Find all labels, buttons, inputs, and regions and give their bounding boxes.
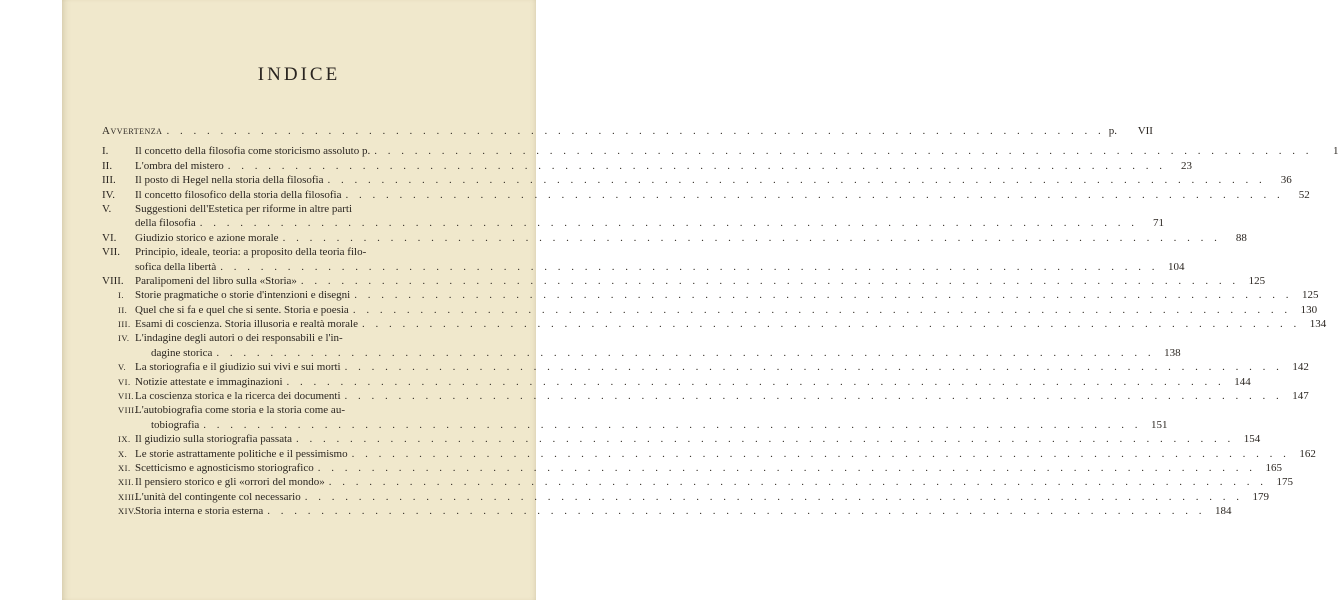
toc-entry-number: VI. [102, 231, 117, 244]
dot-leader [327, 173, 1265, 187]
dot-leader [352, 447, 1290, 461]
toc-page-number: 184 [1215, 505, 1232, 518]
dot-leader [228, 159, 1166, 173]
toc-entry-number: I. [118, 290, 124, 301]
dot-leader [296, 432, 1234, 446]
toc-entry-title: Quel che si fa e quel che si sente. Storia e poesia [135, 303, 349, 316]
toc-entry-title: La storiografia e il giudizio sui vivi e sui morti [135, 361, 341, 374]
book-page [62, 0, 1338, 600]
dot-leader [305, 490, 1243, 504]
dot-leader [354, 288, 1292, 302]
toc-entry-title: dagine storica [151, 346, 213, 359]
toc-page-number: 165 [1265, 461, 1282, 474]
toc-entry-row [102, 188, 1310, 202]
toc-page-number: 134 [1309, 318, 1327, 331]
toc-entry-number: XIII. [118, 491, 138, 502]
toc-entry-title: Paralipomeni del libro sulla «Storia» [135, 274, 297, 287]
dot-leader [301, 274, 1239, 288]
toc-entry-title: Il posto di Hegel nella storia della filosofia [135, 174, 324, 187]
toc-entry-row [102, 173, 1292, 187]
page-title: INDICE [257, 64, 341, 85]
toc-entry-number: VII. [102, 246, 121, 259]
dot-leader [345, 389, 1283, 403]
toc-subentry-row [102, 375, 1251, 389]
toc-subentry-row [102, 447, 1316, 461]
toc-subentry-row [102, 475, 1293, 489]
toc-entry-title: La coscienza storica e la ricerca dei documenti [135, 390, 341, 403]
toc-page-number: 175 [1276, 476, 1293, 489]
sub-entries [102, 288, 1327, 518]
toc-page-number: 142 [1292, 361, 1309, 374]
dot-leader [267, 504, 1205, 518]
toc-entry-title: Principio, ideale, teoria: a proposito della teoria filo- [135, 246, 367, 259]
toc-subentry-row [102, 461, 1282, 475]
toc-page-number: 36 [1280, 174, 1292, 187]
toc-entry-avvertenza [102, 124, 1153, 138]
toc-page-number: 138 [1164, 346, 1181, 359]
toc-entry-number: III. [102, 174, 116, 187]
toc-subentry-row [102, 288, 1319, 302]
toc-entry-title: Storia interna e storia esterna [135, 505, 264, 518]
toc-subentry-row [102, 490, 1269, 504]
toc-subentry-row [102, 331, 510, 345]
toc-entry-number: VI. [118, 376, 131, 387]
toc-entry-number: II. [118, 304, 128, 315]
toc-entry-number: IV. [118, 333, 130, 344]
dot-leader [283, 231, 1221, 245]
dot-leader [287, 375, 1225, 389]
toc-page-number: 23 [1181, 159, 1192, 172]
toc-subentry-row [102, 346, 1181, 360]
toc-subentry-row [102, 360, 1309, 374]
toc-page-number: 154 [1243, 433, 1261, 446]
toc-entry-title: Il concetto filosofico della storia della filosofia [135, 188, 342, 201]
toc-entry-title: tobiografia [151, 418, 200, 431]
toc-entry-title: L'autobiografia come storia e la storia come au- [135, 404, 345, 417]
toc-entry-title: L'indagine degli autori o dei responsabili e l'in- [135, 332, 343, 345]
toc-page-number: 147 [1292, 390, 1309, 403]
toc-page-number: 144 [1234, 375, 1251, 388]
toc-page-number: 1 [1332, 145, 1338, 158]
toc-subentry-row [102, 317, 1327, 331]
dot-leader [346, 188, 1284, 202]
toc-entry-number: VIII. [118, 405, 138, 416]
toc-page-number: 71 [1153, 217, 1165, 230]
toc-entry-number: IX. [118, 434, 131, 445]
toc-entry-title: Esami di coscienza. Storia illusoria e realtà morale [135, 318, 358, 331]
toc-page-number: VII [1137, 125, 1153, 137]
dot-leader [220, 260, 1158, 274]
dot-leader [362, 317, 1300, 331]
toc-entry-number: V. [102, 202, 112, 215]
toc-entry-number: XII. [118, 477, 134, 488]
toc-subentry-row [102, 504, 1232, 518]
toc-entry-number: III. [118, 319, 131, 330]
toc-entry-row [102, 274, 1266, 288]
toc-entry-row [102, 144, 1338, 158]
toc-page-number: 151 [1151, 418, 1168, 431]
page-prefix: p. [1108, 125, 1117, 137]
dot-leader [203, 418, 1141, 432]
toc-page-number: 52 [1298, 188, 1310, 201]
toc-entry-title: L'unità del contingente col necessario [135, 490, 301, 503]
dot-leader [166, 124, 1104, 138]
toc-entry-number: IV. [102, 188, 115, 201]
dot-leader [374, 144, 1312, 158]
toc-entry-number: VII. [118, 391, 134, 402]
dot-leader [329, 475, 1267, 489]
toc-entry-row [102, 202, 510, 216]
toc-entry-title: Storie pragmatiche o storie d'intenzioni e disegni [135, 289, 351, 302]
toc-entry-number: I. [102, 145, 109, 158]
dot-leader [318, 461, 1256, 475]
toc-subentry-row [102, 389, 1309, 403]
dot-leader [353, 303, 1291, 317]
toc-page-number: 125 [1248, 274, 1266, 287]
toc-page-number: 125 [1301, 289, 1319, 302]
dot-leader [200, 216, 1138, 230]
toc-entry-title: Suggestioni dell'Estetica per riforme in altre parti [135, 202, 353, 215]
toc-entry-label: Avvertenza [102, 125, 163, 137]
toc-entry-title: della filosofia [135, 217, 196, 230]
toc-entry-number: XI. [118, 462, 131, 473]
dot-leader [345, 360, 1283, 374]
toc-entry-title: Il giudizio sulla storiografia passata [135, 433, 293, 446]
toc-entry-number: II. [102, 159, 113, 172]
toc-page-number: 162 [1299, 447, 1316, 460]
toc-page-number: 88 [1235, 231, 1247, 244]
toc-entry-title: Il concetto della filosofia come storicismo assoluto p. [135, 145, 371, 158]
main-entries [102, 144, 1338, 288]
toc-entry-title: sofica della libertà [135, 260, 217, 273]
table-of-contents [102, 124, 1338, 519]
toc-entry-title: Scetticismo e agnosticismo storiografico [135, 461, 314, 474]
toc-entry-row [102, 231, 1247, 245]
toc-entry-title: Il pensiero storico e gli «orrori del mondo» [135, 476, 325, 489]
toc-entry-row [102, 216, 1165, 230]
toc-subentry-row [102, 418, 1168, 432]
toc-entry-title: Le storie astrattamente politiche e il pessimismo [135, 447, 348, 460]
toc-entry-number: XIV. [118, 506, 137, 517]
toc-entry-number: VIII. [102, 274, 124, 287]
toc-entry-row [102, 159, 1192, 173]
toc-entry-title: Notizie attestate e immaginazioni [135, 375, 283, 388]
toc-subentry-row [102, 432, 1261, 446]
toc-page-number: 104 [1168, 260, 1185, 273]
toc-subentry-row [102, 403, 510, 417]
toc-entry-title: L'ombra del mistero [135, 159, 224, 172]
toc-entry-number: V. [118, 362, 127, 373]
toc-entry-title: Giudizio storico e azione morale [135, 231, 279, 244]
dot-leader [216, 346, 1154, 360]
toc-entry-row [102, 245, 510, 259]
toc-subentry-row [102, 303, 1318, 317]
toc-entry-row [102, 260, 1185, 274]
toc-entry-number: X. [118, 448, 128, 459]
toc-page-number: 130 [1300, 303, 1318, 316]
toc-page-number: 179 [1252, 490, 1269, 503]
